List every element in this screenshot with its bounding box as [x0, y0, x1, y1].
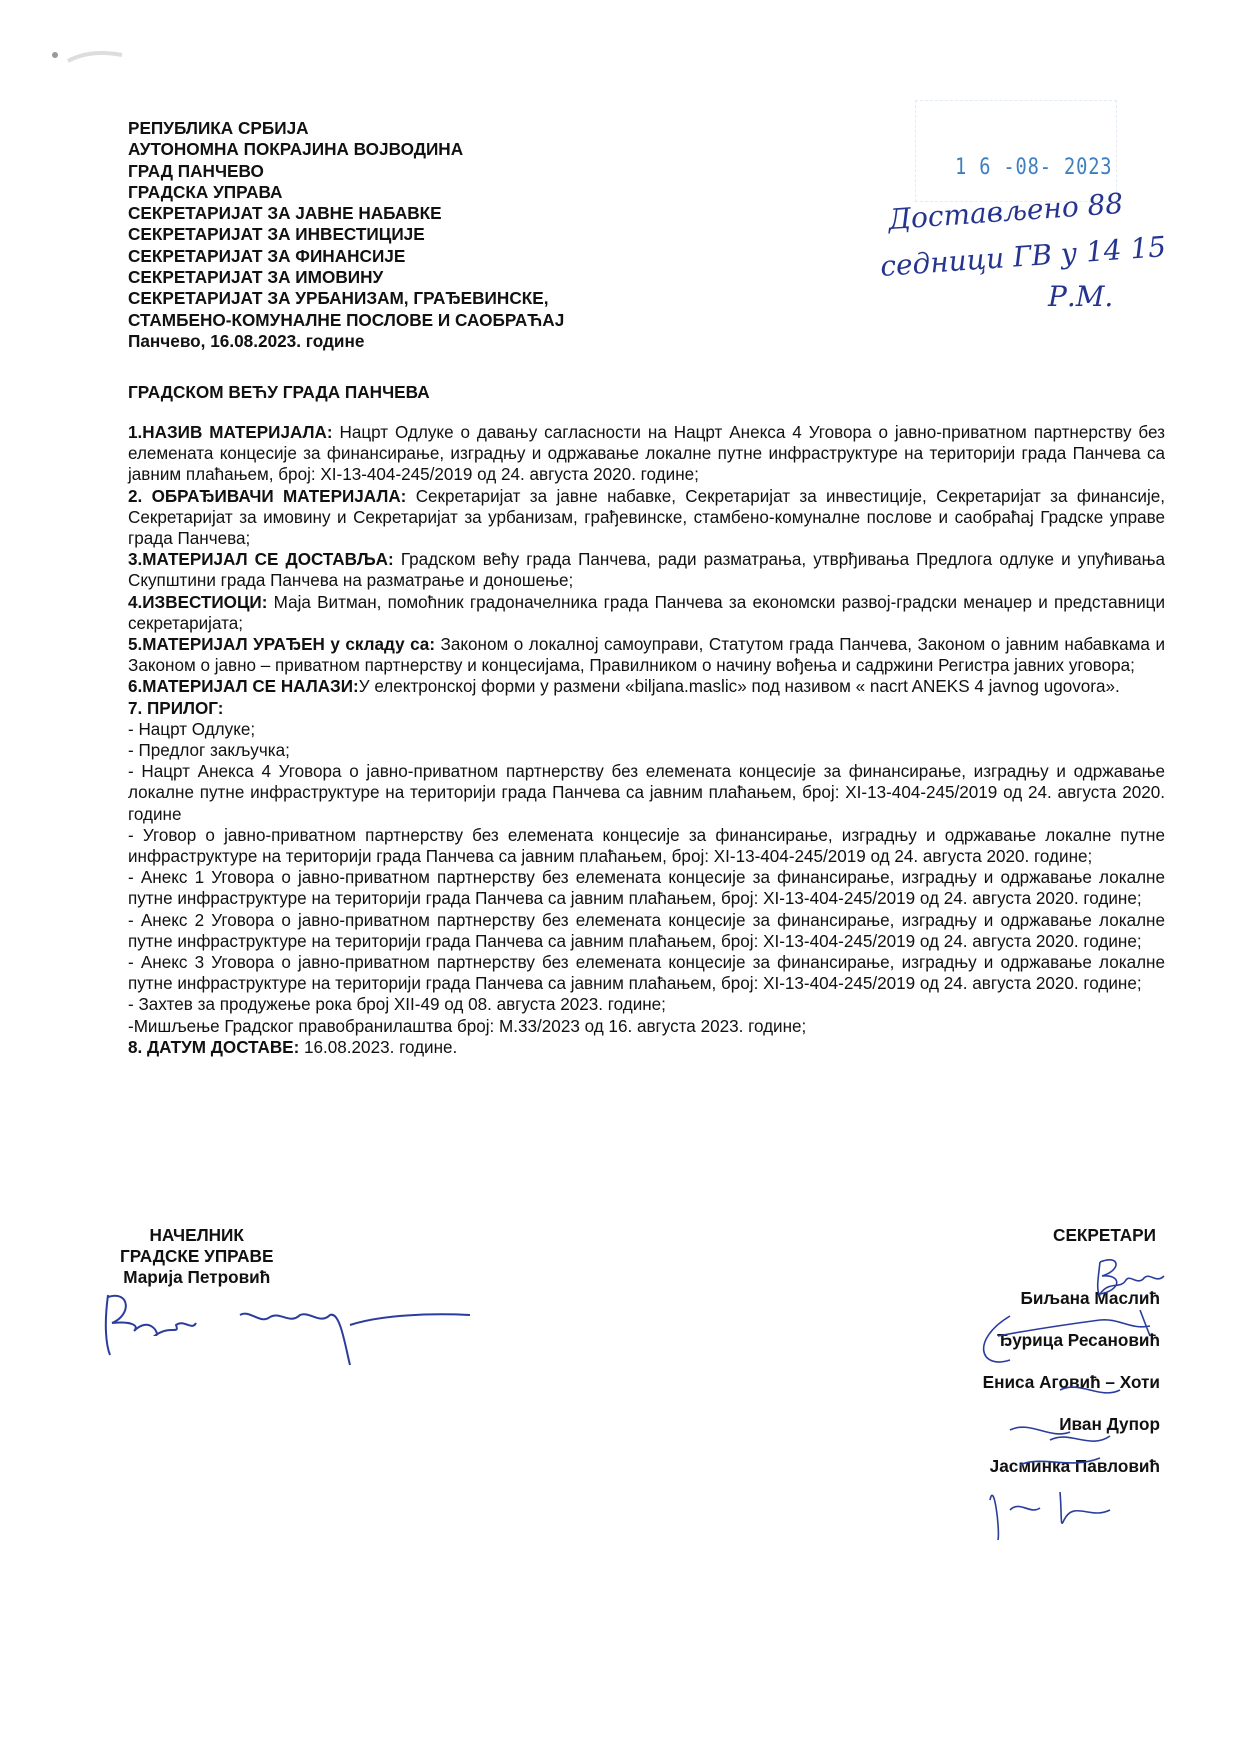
- signatory-title: НАЧЕЛНИК: [149, 1225, 244, 1245]
- header-line: РЕПУБЛИКА СРБИЈА: [128, 118, 309, 138]
- signatory-name: Иван Дупор: [1059, 1414, 1160, 1434]
- attachment-item: - Анекс 3 Уговора о јавно-приватном партнерству без елемената концесије за финансирање, изградњу и одржавање локалне путне инфраструктуре на територији града Панчева са јавним плаћањем, број: XI-13-404-245/2019 од 24. августа 2020. године;: [128, 953, 1165, 994]
- handwritten-initials: Р.М.: [1048, 280, 1114, 313]
- section-5: [128, 634, 1165, 676]
- delivery-date: [128, 1037, 1165, 1058]
- attachment-item: - Нацрт Анекса 4 Уговора о јавно-приватном партнерству без елемената концесије за финансирање, изградњу и одржавање локалне путне инфраструктуре на територији града Панчева са јавним плаћањем, број: XI-13-404-245/2019 од 24. августа 2020. године: [128, 762, 1165, 824]
- place-date: Панчево, 16.08.2023. године: [128, 330, 365, 351]
- header-line: ГРАДСКА УПРАВА: [128, 181, 283, 202]
- handwritten-note-line2: седници ГВ у 14 15: [879, 230, 1168, 283]
- section-label: 1.НАЗИВ МАТЕРИЈАЛА:: [128, 423, 333, 442]
- section-label: 5.МАТЕРИЈАЛ УРАЂЕН у складу са:: [128, 635, 436, 655]
- header-line: СЕКРЕТАРИЈАТ ЗА ЈАВНЕ НАБАВКЕ: [128, 203, 442, 224]
- header-line: СЕКРЕТАРИЈАТ ЗА ФИНАНСИЈЕ: [128, 245, 406, 266]
- header-line: СЕКРЕТАРИЈАТ ЗА ИНВЕСТИЦИЈЕ: [128, 224, 425, 245]
- signatory-name: Ђурица Ресановић: [997, 1330, 1160, 1350]
- signatory-name: Марија Петровић: [123, 1267, 271, 1287]
- head-of-administration-signature-block: [120, 1225, 273, 1288]
- section-text: У електронској форми у размени «biljana.maslic» под називом « nacrt ANEKS 4 javnog ugovora».: [358, 677, 1120, 697]
- signatory-name: Биљана Маслић: [1020, 1288, 1160, 1308]
- signatory-name: Ениса Аговић – Хоти: [982, 1372, 1160, 1392]
- attachment-item: - Анекс 2 Уговора о јавно-приватном партнерству без елемената концесије за финансирање, изградњу и одржавање локалне путне инфраструктуре на територији града Панчева са јавним плаћањем, број: XI-13-404-245/2019 од 24. августа 2020. године;: [128, 910, 1165, 951]
- header-line: АУТОНОМНА ПОКРАЈИНА ВОЈВОДИНА: [128, 139, 464, 160]
- header-line: ГРАД ПАНЧЕВО: [128, 160, 264, 181]
- section-text: Маја Витман, помоћник градоначелника града Панчева за економски развој-градски менаџер и представници секретаријата;: [128, 592, 1165, 633]
- attachments-label: 7. ПРИЛОГ:: [128, 698, 224, 718]
- header-line: СЕКРЕТАРИЈАТ ЗА ИМОВИНУ: [128, 267, 384, 288]
- section-text: Законом о локалној самоуправи, Статутом града Панчева, Законом о јавним набавкама и Законом о јавно – приватном партнерству и концесијама, Правилником о начину вођења и садржини Регистра јавних уговора;: [128, 635, 1166, 676]
- attachment-item: -Мишљење Градског правобранилаштва број: М.33/2023 од 16. августа 2023. године;: [128, 1016, 807, 1036]
- section-4: [128, 592, 1165, 634]
- signatory-title: ГРАДСКЕ УПРАВЕ: [120, 1246, 274, 1266]
- handwritten-signature: [100, 1285, 480, 1375]
- attachments-heading: [128, 698, 1165, 719]
- section-text: Градском већу града Панчева, ради разматрања, утврђивања Предлога одлуке и упућивања Скупштини града Панчева на разматрање и доношење;: [128, 550, 1165, 591]
- section-label: 6.МАТЕРИЈАЛ СЕ НАЛАЗИ:: [128, 677, 359, 697]
- receipt-stamp-date: 1 6 -08- 2023: [955, 155, 1113, 180]
- section-text: Секретаријат за јавне набавке, Секретаријат за инвестиције, Секретаријат за финансије, Секретаријат за имовину и Секретаријат за урбанизам, грађевинске, стамбено-комуналне послове и саобраћај Градске управе града Панчева;: [128, 486, 1165, 549]
- section-label: 4.ИЗВЕСТИОЦИ:: [128, 592, 268, 612]
- document-body: [128, 422, 1165, 1058]
- attachment-item: - Нацрт Одлуке;: [128, 719, 256, 739]
- section-label: 3.МАТЕРИЈАЛ СЕ ДОСТАВЉА:: [128, 550, 394, 570]
- attachment-item: - Анекс 1 Уговора о јавно-приватном партнерству без елемената концесије за финансирање, изградњу и одржавање локалне путне инфраструктуре на територији града Панчева са јавним плаћањем, број: XI-13-404-245/2019 од 24. августа 2020. године;: [128, 868, 1165, 909]
- section-3: [128, 549, 1165, 591]
- addressee: ГРАДСКОМ ВЕЋУ ГРАДА ПАНЧЕВА: [128, 382, 430, 402]
- header-line: СЕКРЕТАРИЈАТ ЗА УРБАНИЗАМ, ГРАЂЕВИНСКЕ,: [128, 288, 549, 309]
- section-text: Нацрт Одлуке о давању сагласности на Нацрт Анекса 4 Уговора о јавно-приватном партнерству без елемената концесије за финансирање, изградњу и одржавање локалне путне инфраструктуре на територији града Панчева са јавним плаћањем, број: XI-13-404-245/2019 од 24. августа 2020. године;: [128, 423, 1165, 485]
- scan-artifact: [50, 45, 130, 75]
- section-1: [128, 422, 1165, 486]
- handwritten-note-line1: Достављено 88: [887, 186, 1125, 237]
- attachment-item: - Уговор о јавно-приватном партнерству без елемената концесије за финансирање, изградњу и одржавање локалне путне инфраструктуре на територији града Панчева са јавним плаћањем, број: XI-13-404-245/2019 од 24. августа 2020. године;: [128, 825, 1165, 867]
- signatories-title: СЕКРЕТАРИ: [1053, 1225, 1156, 1245]
- section-2: [128, 486, 1165, 550]
- secretaries-handwritten-signatures: [950, 1240, 1190, 1540]
- issuer-header: [128, 118, 564, 352]
- header-line: СТАМБЕНО-КОМУНАЛНЕ ПОСЛОВЕ И САОБРАЋАЈ: [128, 309, 565, 330]
- delivery-label: 8. ДАТУМ ДОСТАВЕ:: [128, 1037, 300, 1057]
- signatory-name: Јасминка Павловић: [989, 1456, 1160, 1476]
- delivery-text: 16.08.2023. године.: [299, 1037, 458, 1057]
- section-label: 2. ОБРАЂИВАЧИ МАТЕРИЈАЛА:: [128, 486, 407, 506]
- attachment-item: - Предлог закључка;: [128, 741, 290, 761]
- receipt-stamp-frame: [915, 100, 1117, 202]
- attachment-item: - Захтев за продужење рока број XII-49 од 08. августа 2023. године;: [128, 995, 666, 1015]
- section-6: [128, 676, 1165, 697]
